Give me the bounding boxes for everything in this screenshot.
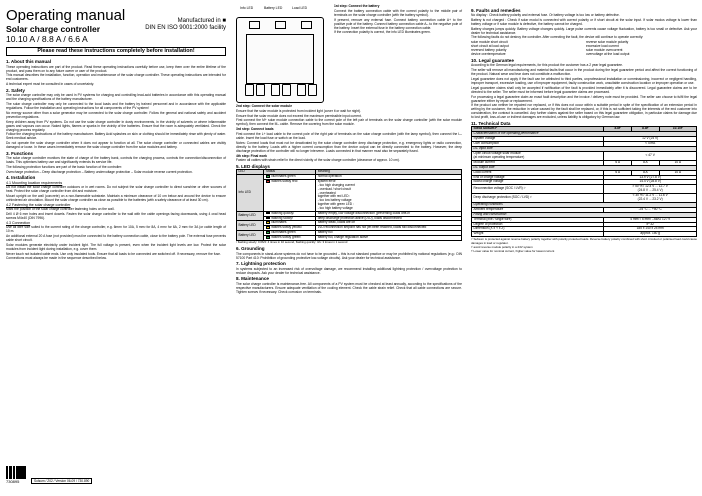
led-meaning-cell: battery weak, loads are on bbox=[316, 221, 462, 226]
led-name-cell: Battery LED bbox=[237, 221, 264, 231]
table-value-cell: 14.4 V (28.8 V) bbox=[604, 180, 697, 185]
footer bbox=[6, 466, 92, 484]
section-heading: 2. Safety bbox=[6, 87, 25, 93]
led-meaning-cell: battery empty, low voltage disconnection (preventing loads drift-in bbox=[316, 211, 462, 216]
paragraph: The solar charge controller may only be connected to the local loads and the battery by trained personnel and in accordance with the applicable regulations. Follow the installation and operating instructions for all components of the PV system! bbox=[6, 102, 226, 111]
product-model: 10.10 A / 8.8 A / 6.6 A bbox=[6, 34, 88, 44]
article-code: 730895 bbox=[6, 479, 20, 484]
paragraph: Ensure that the solar module is protected from incident light (cover it or wait for night). bbox=[236, 108, 361, 113]
subsection-heading: 4.3 Connection bbox=[6, 220, 31, 225]
led-color-swatch bbox=[266, 212, 271, 215]
led-color-swatch bbox=[266, 221, 271, 224]
subsection-heading: 4.1 Mounting location requirements bbox=[6, 181, 63, 186]
paragraph: Keep children away from PV systems. Do not use the solar charge controller in dusty environments, in the vicinity of solvents or where inflammable gases and vapours can occur. Naked lights, flames or sparks in the vicinity of the batteries. Ensure that the room is adequately ventilated. Check the charging process regularly. bbox=[6, 119, 226, 132]
paragraph: Overcharge protection – Deep discharge protection – Battery undervoltage protection – Solar module reverse current protection. bbox=[6, 169, 193, 174]
paragraph: No energy source other than a solar generator may be connected to the solar charge controller. Follow the general and national safety and accident prevention regulations. bbox=[6, 110, 226, 119]
led-status-text: flashes slowly red¹ bbox=[271, 179, 298, 184]
led-table bbox=[236, 169, 462, 241]
table-value-cell: 13.9 V (27.8 V) bbox=[604, 175, 697, 180]
table-value-cell: < 30 % / 11.2 V ... 11.6 V (22.4 V ... 23.2 V) bbox=[604, 194, 697, 203]
paragraph: Mark the position of the solar charge controller fastening holes on the wall. bbox=[6, 207, 115, 212]
table-value-cell: 12 V (24 V) bbox=[604, 137, 697, 142]
column-header: 8.8F bbox=[604, 127, 632, 132]
paragraph: Do not operate the solar charge controller when it does not appear to function at all. The solar charge controller or connected cables are visibly damaged or loose. In these cases immediately remove the solar charge controller from the solar modules and battery. bbox=[6, 141, 226, 150]
table-label-cell: Deep discharge protection (SOC / LVD) ¹⁾ bbox=[472, 194, 604, 203]
paragraph: Ensure that the solar module does not exceed the maximum permissible input current. bbox=[236, 113, 362, 118]
subsection-heading: 4.2 Fastening the solar charge controller bbox=[6, 202, 71, 207]
led-status-text: illuminates green bbox=[271, 174, 296, 179]
table-label-cell: Load current bbox=[472, 170, 604, 175]
fault-item: short circuit at load output bbox=[471, 44, 509, 49]
battery-led-label: Battery LED bbox=[264, 6, 283, 10]
paragraph: The solar charge controller monitors the state of charge of the battery bank, controls the charging process, controls the connection/disconnection of loads. This optimises battery use and significantly extends its service life. bbox=[6, 156, 226, 165]
paragraph: Mount upright on the wall (concrete) on a non-flammable substrate. Maintain a minimum clearance of 10 cm below and around the device to ensure unhindered air circulation. Mount the solar charge controller as close as possible to the batteries (with a safety clearance of at least 30 cm). bbox=[6, 194, 226, 203]
table-section-label: Characterisation of the operating performance bbox=[472, 132, 697, 137]
warning-banner: Please read these instructions completely before installation! bbox=[6, 47, 226, 56]
led-color-swatch bbox=[266, 236, 271, 239]
table-label-cell: Terminal (fine / single wire) bbox=[472, 217, 604, 222]
footnote: ²⁾ avoid reverse module polarity in a 24V system bbox=[471, 245, 533, 250]
table-label-cell: Dimension (X x Y x Z) bbox=[472, 227, 604, 232]
column-header: Meaning bbox=[316, 170, 462, 175]
paragraph: Solar modules generate electricity under incident light. The full voltage is present, even when the incident light levels are low. Protect the solar modules from incident light during installation, e.g. cover them. bbox=[6, 242, 226, 251]
manufacturing-line-1: Manufactured in ■ bbox=[177, 18, 226, 24]
paragraph: This manual describes the installation, function, operation and maintenance of the solar charge controller. These operating instructions are intended for end customers. bbox=[6, 73, 226, 82]
table-label-cell: Module current bbox=[472, 160, 604, 165]
led-color-swatch bbox=[266, 175, 271, 178]
table-label-cell: Own consumption bbox=[472, 142, 604, 147]
paragraph: The solar charge controller may only be used in PV systems for charging and controlling lead-acid batteries in accordance with this operating manual and the charging specifications of the battery manufacturer. bbox=[6, 93, 226, 102]
led-status-text: flashes slowly yellow¹ bbox=[271, 225, 302, 230]
led-table-note: ¹ flashing slowly: 0.66/2: 4 times in 10 second, flashing quickly: 3/s: 3 times in 1 second bbox=[236, 240, 348, 245]
paragraph: Never touch not isolated cable ends. Use only insulated tools. Ensure that all loads to be connected are switched off. If necessary, remove the fuse. bbox=[6, 251, 221, 256]
technical-data-table bbox=[471, 126, 697, 237]
section-heading: 11. Technical Data bbox=[471, 120, 511, 126]
table-row bbox=[472, 194, 697, 203]
paragraph: Notes: Connect loads that must not be deactivated by the solar charge controller deep discharge protection, e.g. emergency lights or radio connection, directly to the battery. Loads with a higher current consumption than the device output can be directly connected to the battery. However, the deep discharge protection of the controller will no longer intervene. Loads connected in that manner must also be separately fused. bbox=[236, 140, 462, 153]
paragraph: Follow the charging instructions of the battery manufacturer. Battery Acid splashes on skin or clothing should be immediately rinse with plenty of water. Seek medical advice. bbox=[6, 132, 226, 141]
table-value-cell: > 50 % / 12.4 V ... 12.7 V (24.8 V ... 25.4 V) bbox=[604, 185, 697, 194]
solar-terminal bbox=[245, 84, 254, 96]
paragraph: If present, remove any external fuse. Connect battery connection cable A+ to the positive pole of the battery. Connect battery connection cable A– to the negative pole of the battery. Insert the external fuse in the battery connection cable. bbox=[334, 17, 462, 30]
led-meaning-cell: normal operation bbox=[316, 175, 462, 180]
led-color-swatch bbox=[266, 226, 271, 229]
column-right bbox=[471, 6, 697, 255]
table-section-label: Fitting and construction bbox=[472, 212, 697, 217]
paragraph: The following faults do not destroy the controller. After correcting the fault, the device will continue to operate correctly: bbox=[471, 35, 644, 40]
load-terminal bbox=[297, 84, 306, 96]
table-row bbox=[472, 232, 697, 237]
led-status-text: illuminates green bbox=[271, 230, 296, 235]
barcode-bar bbox=[24, 466, 25, 479]
paragraph: Use all wire size suited to the current rating of the charge controller, e.g. 6mm² for 10A, 5 mm² for 8A, 4 mm² for 6A, 2 mm² for 3A (or cable length of 10 m. bbox=[6, 225, 226, 234]
section-heading: 7. Lightning protection bbox=[236, 261, 286, 267]
manual-title: Operating manual bbox=[6, 7, 126, 24]
led-color-swatch bbox=[266, 231, 271, 234]
paragraph: According to the German legal requirements, for this product the customer has a 2 year legal guarantee. bbox=[471, 63, 623, 68]
technical-notes bbox=[471, 238, 697, 254]
paragraph: No display : Check battery polarity and external fuse. Or battery voltage is too low or battery defective. bbox=[471, 13, 620, 18]
fault-item: reverse solar module polarity bbox=[586, 40, 629, 45]
led-name-cell: Battery LED bbox=[237, 231, 264, 241]
section-heading: 8. Maintenance bbox=[236, 276, 269, 282]
step-heading: 4th step: Final work bbox=[236, 153, 267, 158]
fault-item: overvoltage at the load output bbox=[586, 52, 630, 57]
step-heading: 1st step: Connect the battery bbox=[334, 4, 380, 8]
led-meaning-cell: deep discharge protection active (LVD), loads disconnected bbox=[316, 216, 462, 221]
paragraph: Fasten all cables with strain relief in the direct vicinity of the solar charge controller (clearance of approx. 10 cm). bbox=[236, 158, 400, 163]
paragraph: First connect the L+ load cable to the correct pole of the right pair of terminals on the solar charge controller (with the lamp symbol), then connect the L– cable. Insert the load fuse or switch on the load. bbox=[236, 131, 462, 140]
footnote: ³⁾ Lower value for nominal current, higher value for lowest current bbox=[471, 249, 555, 254]
fault-item: solar module overcurrent bbox=[586, 48, 623, 53]
manufacturing-note bbox=[145, 18, 226, 31]
led-meaning-cell: LVD reconnection setpoint has not yet been reached, loads still disconnected bbox=[316, 226, 462, 231]
connection-figure bbox=[236, 4, 462, 104]
table-value-cell: 10 A bbox=[659, 170, 696, 175]
section-heading: 5. LED displays bbox=[236, 163, 270, 169]
table-label-cell: End of charge voltage bbox=[472, 175, 604, 180]
column-middle bbox=[236, 0, 462, 295]
table-label-cell: Reconnection voltage (SOC / LVR) ¹⁾ bbox=[472, 185, 604, 194]
column-header: Steca Solsum F bbox=[472, 127, 604, 132]
manufacturing-line-2: DIN EN ISO 9001:2000 facility bbox=[145, 24, 226, 31]
section-heading: 4. Installation bbox=[6, 175, 36, 181]
table-label-cell: Ambient temperature bbox=[472, 207, 604, 212]
battery-led bbox=[275, 21, 286, 29]
table-value-cell: -25 °C ... +50 °C bbox=[604, 207, 697, 212]
paragraph: Battery charges jumps quickly: Battery voltage changes quickly. Large pulse currents cause voltage fluctuation, battery is too small or defective. Ask your dealer for technical assistance. bbox=[471, 26, 697, 35]
led-status-text: flashing quickly¹ bbox=[271, 210, 295, 215]
paragraph: First connect the M+ solar module connection cable to the correct pole of the left pair of terminals on the solar charge controller (with the solar module symbol), then connect the M– cable. Remove the covering from the solar module. bbox=[236, 118, 462, 127]
paragraph: Legal guarantee claims shall only be accepted if notification of the fault is provided immediately after it is discovered. Legal guarantee claims are to be directed to the seller. The seller must be informed before legal guarantee claims are processed. bbox=[471, 85, 697, 94]
table-value-cell: < 4 mA bbox=[604, 142, 697, 147]
led-status-text: flashes slowly green¹ bbox=[271, 235, 302, 240]
load-led bbox=[301, 21, 312, 29]
table-section-label: Operating conditions bbox=[472, 202, 697, 207]
table-value-cell: 8 A bbox=[632, 170, 660, 175]
load-terminal bbox=[308, 84, 317, 96]
fault-item: device overtemperature bbox=[471, 52, 506, 57]
led-meaning-cell: system error: - too high charging current - overload / short circuit - overheated together with red LED : - too low battery voltage together with green LED : - too high battery voltage bbox=[316, 180, 462, 211]
paragraph: The following protection functions are part of the basic function of the controller: bbox=[6, 165, 123, 170]
barcode-block bbox=[6, 466, 28, 484]
led-status-text: illuminates bbox=[271, 220, 287, 225]
battery-terminal bbox=[282, 84, 291, 96]
column-header: Status bbox=[264, 170, 316, 175]
led-name-cell: Battery LED bbox=[237, 211, 264, 221]
paragraph: Battery is not charged : Check if solar modul is connected with correct polarity or if short circuit at the solar input. If solar modus voltage is lower than battery voltage or if solar module is defective, the battery cannot be charged. bbox=[471, 17, 697, 26]
table-value-cell: 185 x 140 x 24 mm bbox=[604, 227, 697, 232]
led-status-text: flashing slowly³ bbox=[271, 215, 294, 220]
paragraph: In systems subjected to an increased risk of overvoltage damage, we recommend installing additional lightning protection / overvoltage protection to reduce dropouts. Ask your dealer for technical assistance. bbox=[236, 266, 462, 275]
table-row bbox=[237, 180, 462, 211]
section-heading: 1. About this manual bbox=[6, 59, 52, 64]
paragraph: If the product can neither be repaired nor replaced, or if this does not occur within a suitable period in spite of the specification of an extension period in writing by the customer, the reduction in value caused by the fault shall be replaced, or, if this is not sufficient taking the interests of the end customer into consideration, the contract is cancelled. Any further claims against the seller based on this legal guarantee obligation, in particular claims for damage due to lost profit, loss-of-use or indirect damages are excluded, unless liability is obligatory by German law. bbox=[471, 103, 697, 120]
solar-terminal bbox=[256, 84, 265, 96]
fault-item: solar module short circuit bbox=[471, 40, 508, 45]
version-line: Solsum / Z02 / Version 06-09 / 730.890 bbox=[31, 478, 92, 485]
paragraph: For processing a legal guarantee claim an exact fault description and the invoice / delivery note must be provided. The seller can choose to fulfil the legal guarantee either by repair or replacement. bbox=[471, 94, 697, 103]
table-value-cell: approx. 150 g bbox=[604, 232, 697, 237]
table-label-cell: System voltage bbox=[472, 137, 604, 142]
controller-label-area bbox=[246, 34, 314, 84]
paragraph: These operating instructions are part of the product. Read these operating instructions carefully before use, keep them over the entire lifetime of the product, and pass them on to any future owner or user of the product. bbox=[6, 64, 226, 73]
led-color-swatch bbox=[266, 180, 271, 183]
table-value-cell: 8 A bbox=[632, 160, 660, 165]
column-left bbox=[6, 0, 226, 261]
battery-terminal bbox=[271, 84, 280, 96]
table-value-cell: < 47 V bbox=[604, 151, 697, 160]
led-meaning-cell: battery full, charge regulation active bbox=[316, 236, 462, 241]
table-label-cell: Degree of protection bbox=[472, 222, 604, 227]
fault-item: reversed battery polarity bbox=[471, 48, 507, 53]
section-heading: 3. Functions bbox=[6, 150, 34, 156]
footnote: ¹⁾ Sebsum is protected against reverse battery polarity together with polarity protected loads. Reverse battery polarity combined with short circuited or polarised load could cause damages in load or regulator. bbox=[471, 237, 697, 245]
paragraph: Do not install the solar charge controller outdoors or in wet rooms. Do not subject the solar charge controller to direct sunshine or other sources of heat. Protect the solar charge controller from dirt and moisture. bbox=[6, 185, 226, 194]
product-name: Solar charge controller bbox=[6, 24, 101, 34]
installation-steps bbox=[334, 4, 462, 35]
table-value-cell: IP 32 bbox=[604, 222, 697, 227]
table-value-cell: 10 A bbox=[659, 160, 696, 165]
table-label-cell: Weight bbox=[472, 232, 604, 237]
table-value-cell: 6 A bbox=[604, 170, 632, 175]
table-label-cell: Open circuit voltage solar module (at minimum operating temperature) bbox=[472, 151, 604, 160]
step-heading: 2nd step: Connect the solar module bbox=[236, 104, 293, 108]
led-color-swatch bbox=[266, 217, 271, 220]
table-label-cell: Boost charge voltage bbox=[472, 180, 604, 185]
paragraph: The components in stand-alone systems do not have to be grounded – this is not standard practice or may be prohibited by national regulations (e.g.: DIN 57100 Part 410: Prohibition of grounding protective low-voltage circuits). Ask your dealer for technical assistance. bbox=[236, 251, 462, 260]
fault-list bbox=[471, 40, 697, 56]
paragraph: An additional external 20 A fuse (not provided) must be connected to the battery connection cable, close to the battery pole. The external fuse prevents cable short circuit. bbox=[6, 233, 226, 242]
table-value-cell: 4 mm² / 6 mm² - AWG 12 / 9 bbox=[604, 217, 697, 222]
fault-item: excessive load current bbox=[586, 44, 619, 49]
paragraph: The seller will remove all manufacturing and material faults that occur in the product during the legal guarantee period and affect the correct functioning of the product. Natural wear and tear does not constitute a malfunction. bbox=[471, 68, 697, 77]
table-section-label: DC output side bbox=[472, 165, 697, 170]
barcode-image bbox=[6, 466, 28, 479]
paragraph: Connect the battery connection cable with the correct polarity to the middle pair of terminals on the solar charge controller (with the battery symbol). bbox=[334, 8, 462, 17]
table-value-cell: 6 A bbox=[604, 160, 632, 165]
paragraph: A technical expert must be consulted in cases of uncertainty. bbox=[6, 82, 95, 87]
info-led-label: Info LED bbox=[240, 6, 254, 10]
column-header: 10.10F bbox=[659, 127, 696, 132]
paragraph: The solar charge controller is maintenance-free. All components of a PV system must be checked at least annually, according to the specifications of the respective manufacturers. Ensure adequate ventilation of the cooling element. Check the cable strain relief. Check that all cable connections are secure. Tighten screws if necessary. Check corrosion on terminals. bbox=[236, 281, 462, 294]
column-header: LED bbox=[237, 170, 264, 175]
column-header: 8.8F bbox=[632, 127, 660, 132]
led-meaning-cell: battery full bbox=[316, 231, 462, 236]
controller-device-image bbox=[236, 17, 324, 103]
paragraph: Connections must always be made in the sequence described below. bbox=[6, 256, 107, 261]
section-heading: 10. Legal guarantee bbox=[471, 57, 514, 63]
step-heading: 3rd step: Connect loads bbox=[236, 127, 274, 132]
table-section-label: DC input side bbox=[472, 147, 697, 152]
load-led-label: Load LED bbox=[292, 6, 308, 10]
table-row bbox=[472, 151, 697, 160]
paragraph: If the connection polarity is correct, the info LED illuminates green. bbox=[334, 30, 431, 35]
section-heading: 9. Faults and remedies bbox=[471, 7, 521, 13]
section-heading: 6. Grounding bbox=[236, 246, 265, 252]
paragraph: Legal guarantee does not apply if the fault can be attributed to third parties, unprofessional installation or commissioning, incorrect or negligent handling, improper transport, excessive loading, use of improper equipment, faulty construction work, unsuitable construction location or improper operation or use. bbox=[471, 76, 697, 85]
led-status-cell bbox=[264, 180, 316, 211]
paragraph: Drill 4 Ø 6 mm holes and insert dowels. Fasten the solar charge controller to the wall with the cable openings facing downwards, using 4 oval head screws M4x40 (DIN 7996). bbox=[6, 212, 226, 221]
info-led bbox=[249, 21, 260, 29]
led-name-cell: Info LED bbox=[237, 175, 264, 211]
